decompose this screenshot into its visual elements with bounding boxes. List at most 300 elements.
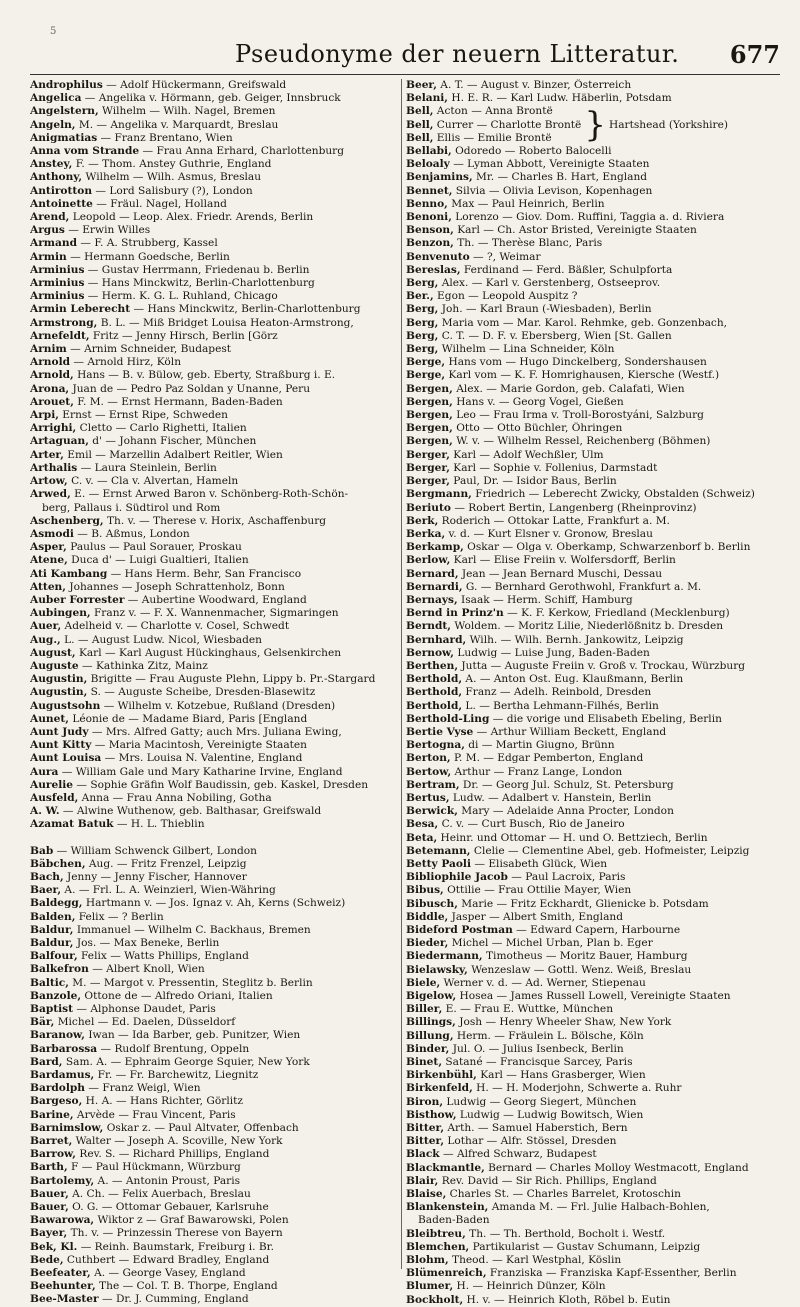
pseudonym: Beloaly <box>406 158 450 171</box>
entry <box>30 198 402 211</box>
real-name: A. — Antonin Proust, Paris <box>94 1174 241 1187</box>
real-name: B. L. — Miß Bridget Louisa Heaton-Armstrong, <box>97 316 354 329</box>
pseudonym: Bertogna, <box>406 739 465 752</box>
entry <box>30 766 402 779</box>
entry <box>406 845 778 858</box>
pseudonym: Balden, <box>30 910 76 923</box>
entry-continuation: Baden-Baden <box>418 1214 490 1227</box>
real-name: C. T. — D. F. v. Ebersberg, Wien [St. Gallen <box>438 329 672 342</box>
entry <box>30 1095 402 1108</box>
pseudonym: Berger, <box>406 461 450 474</box>
entry <box>406 1082 778 1095</box>
pseudonym: Bergen, <box>406 395 453 408</box>
pseudonym: Bek, Kl. <box>30 1240 78 1253</box>
real-name: Michel — Michel Urban, Plan b. Eger <box>448 937 653 950</box>
entry <box>30 1029 402 1042</box>
entry <box>406 224 778 237</box>
pseudonym: Berthold, <box>406 673 463 686</box>
entry <box>406 92 778 105</box>
pseudonym: Berkamp, <box>406 541 464 554</box>
real-name: Bernard — Charles Molloy Westmacott, England <box>484 1161 749 1174</box>
real-name: Arthur — Franz Lange, London <box>451 765 623 778</box>
real-name: di — Martin Giugno, Brünn <box>464 739 615 752</box>
pseudonym: Atene, <box>30 554 68 567</box>
pseudonym: Augustin, <box>30 673 88 686</box>
real-name: Ludwig — Luise Jung, Baden-Baden <box>454 646 650 659</box>
real-name: Currer — Charlotte Brontë <box>433 118 582 131</box>
entry <box>406 79 778 92</box>
entry <box>406 805 778 818</box>
entry <box>30 211 402 224</box>
pseudonym: Blackmantle, <box>406 1161 485 1174</box>
pseudonym: Anigmatias <box>30 131 98 144</box>
real-name: Franz v. — F. X. Wannenmacher, Sigmaringen <box>90 607 339 620</box>
real-name: Max — Paul Heinrich, Berlin <box>447 197 605 210</box>
entry <box>30 1293 402 1306</box>
real-name: — Frau Anna Erhard, Charlottenburg <box>139 145 345 158</box>
entry <box>406 343 778 356</box>
pseudonym: Bergen, <box>406 382 453 395</box>
pseudonym: Berger, <box>406 448 450 461</box>
pseudonym: Bell, <box>406 105 434 118</box>
page-header <box>30 40 780 74</box>
entry <box>30 449 402 462</box>
entry <box>30 818 402 831</box>
pseudonym: Bär, <box>30 1016 55 1029</box>
entry <box>30 950 402 963</box>
pseudonym: Berton, <box>406 752 451 765</box>
real-name: Egon — Leopold Auspitz ? <box>433 290 578 303</box>
real-name: — Hans Minckwitz, Berlin-Charlottenburg <box>84 277 315 290</box>
real-name: Cuthbert — Edward Bradley, England <box>63 1253 270 1266</box>
pseudonym: Bernays, <box>406 593 458 606</box>
pseudonym: Berthold, <box>406 686 463 699</box>
real-name: — Angelika v. Hörmann, geb. Geiger, Innsbruck <box>81 92 341 105</box>
pseudonym: Arter, <box>30 448 64 461</box>
entry <box>30 937 402 950</box>
real-name: Ferdinand — Ferd. Bäßler, Schulpforta <box>460 263 673 276</box>
entry <box>406 1056 778 1069</box>
pseudonym: Ausfeld, <box>30 791 79 804</box>
pseudonym: Bitter, <box>406 1135 445 1148</box>
pseudonym: Arrighi, <box>30 422 77 435</box>
pseudonym: Balfour, <box>30 950 78 963</box>
entry <box>30 277 402 290</box>
entry <box>30 541 402 554</box>
entry <box>30 171 402 184</box>
real-name: Th. — Th. Berthold, Bocholt i. Westf. <box>465 1227 666 1240</box>
real-name: Friedrich — Leberecht Zwicky, Obstalden (Schweiz) <box>471 488 755 501</box>
entry <box>30 119 402 132</box>
real-name: Odoredo — Roberto Balocelli <box>451 145 612 158</box>
entry <box>30 330 402 343</box>
entry <box>406 475 778 488</box>
header-rule <box>30 74 780 75</box>
real-name: C. v. — Cla v. Alvertan, Hameln <box>67 475 239 488</box>
real-name: — Reinh. Baumstark, Freiburg i. Br. <box>77 1240 274 1253</box>
real-name: Iwan — Ida Barber, geb. Punitzer, Wien <box>84 1029 301 1042</box>
real-name: Felix — Watts Phillips, England <box>77 950 249 963</box>
real-name: — Gustav Herrmann, Friedenau b. Berlin <box>84 263 310 276</box>
pseudonym: Blohm, <box>406 1254 449 1267</box>
entry <box>406 1188 778 1201</box>
pseudonym: Baptist <box>30 1003 74 1016</box>
real-name: — Albert Knoll, Wien <box>88 963 205 976</box>
real-name: — Franz Brentano, Wien <box>97 131 233 144</box>
entry <box>406 145 778 158</box>
entry <box>406 541 778 554</box>
real-name: — Alfred Schwarz, Budapest <box>439 1148 597 1161</box>
entry <box>30 145 402 158</box>
entry <box>406 1030 778 1043</box>
entry <box>30 185 402 198</box>
pseudonym: Bauer, <box>30 1201 69 1214</box>
real-name: Josh — Henry Wheeler Shaw, New York <box>455 1016 672 1029</box>
pseudonym: Bergen, <box>406 409 453 422</box>
real-name: — Fräul. Nagel, Holland <box>92 197 227 210</box>
real-name: — Sophie Gräfin Wolf Baudissin, geb. Kaskel, Dresden <box>73 778 369 791</box>
pseudonym: Baldegg, <box>30 897 83 910</box>
entry <box>30 1043 402 1056</box>
real-name: — Elisabeth Glück, Wien <box>471 857 608 870</box>
entry <box>30 581 402 594</box>
real-name: — die vorige und Elisabeth Ebeling, Berlin <box>489 712 722 725</box>
entry <box>406 422 778 435</box>
entry <box>406 237 778 250</box>
pseudonym: Bawarowa, <box>30 1214 95 1227</box>
entry <box>30 1016 402 1029</box>
entry <box>406 607 778 620</box>
entry <box>406 435 778 448</box>
real-name: Heinr. und Ottomar — H. und O. Bettziech, Berlin <box>437 831 708 844</box>
pseudonym: Barrow, <box>30 1148 76 1161</box>
entry <box>30 1069 402 1082</box>
pseudonym: Asper, <box>30 541 67 554</box>
corner-mark: 5 <box>50 26 57 37</box>
pseudonym: Benjamins, <box>406 171 473 184</box>
entry <box>406 383 778 396</box>
entry <box>406 581 778 594</box>
real-name: — Arnim Schneider, Budapest <box>66 343 232 356</box>
real-name: Jutta — Auguste Freiin v. Groß v. Trockau, Würzburg <box>458 659 746 672</box>
entry <box>406 1135 778 1148</box>
real-name: M. — Angelika v. Marquardt, Breslau <box>75 118 279 131</box>
real-name: Fr. — Fr. Barchewitz, Liegnitz <box>94 1069 259 1082</box>
entry <box>406 488 778 501</box>
real-name: Arvède — Frau Vincent, Paris <box>73 1108 236 1121</box>
entry <box>30 620 402 633</box>
real-name: — Rudolf Brentung, Oppeln <box>97 1042 250 1055</box>
entry <box>30 726 402 739</box>
entry <box>30 528 402 541</box>
entry <box>406 779 778 792</box>
entry <box>30 779 402 792</box>
entry <box>406 1241 778 1254</box>
real-name: — William Gale und Mary Katharine Irvine, England <box>58 765 343 778</box>
real-name: — Lyman Abbott, Vereinigte Staaten <box>449 158 650 171</box>
entry <box>30 1175 402 1188</box>
pseudonym: Ber., <box>406 290 434 303</box>
pseudonym: August, <box>30 646 76 659</box>
entry <box>406 105 581 118</box>
real-name: A. — Anton Ost. Eug. Klaußmann, Berlin <box>462 673 684 686</box>
real-name: — William Schwenck Gilbert, London <box>53 844 258 857</box>
pseudonym: Baranow, <box>30 1029 85 1042</box>
pseudonym: Birkenbühl, <box>406 1069 477 1082</box>
entry <box>406 568 778 581</box>
real-name: H. v. — Heinrich Kloth, Röbel b. Eutin <box>463 1293 671 1306</box>
entry <box>30 686 402 699</box>
entry <box>406 396 778 409</box>
real-name: Anna — Frau Anna Nobiling, Gotha <box>78 791 272 804</box>
entry <box>406 409 778 422</box>
entry <box>406 924 778 937</box>
real-name: — Robert Bertin, Langenberg (Rheinprovinz) <box>450 501 697 514</box>
pseudonym: Arminius <box>30 277 85 290</box>
pseudonym: Bernard, <box>406 567 459 580</box>
pseudonym: Bockholt, <box>406 1293 464 1306</box>
real-name: — ?, Weimar <box>469 250 541 263</box>
real-name: Ludwig — Ludwig Bowitsch, Wien <box>456 1108 644 1121</box>
pseudonym: Bleibtreu, <box>406 1227 466 1240</box>
pseudonym: Barbarossa <box>30 1042 98 1055</box>
entry <box>30 660 402 673</box>
entry <box>30 673 402 686</box>
pseudonym: Binet, <box>406 1056 443 1069</box>
pseudonym: Armin Leberecht <box>30 303 131 316</box>
entry <box>406 1267 778 1280</box>
right-column <box>406 79 778 1307</box>
real-name: Cletto — Carlo Righetti, Italien <box>76 422 247 435</box>
entry <box>30 1148 402 1161</box>
real-name: — Arnold Hirz, Köln <box>70 356 182 369</box>
real-name: Timotheus — Moritz Bauer, Hamburg <box>482 950 688 963</box>
real-name: Clelie — Clementine Abel, geb. Hofmeister, Leipzig <box>470 844 750 857</box>
real-name: Wilh. — Wilh. Bernh. Jankowitz, Leipzig <box>466 633 684 646</box>
real-name: Amanda M. — Frl. Julie Halbach-Bohlen, <box>488 1201 710 1214</box>
pseudonym: Androphilus <box>30 79 103 91</box>
entry <box>30 488 402 501</box>
entry <box>30 977 402 990</box>
pseudonym: Baldur, <box>30 937 74 949</box>
real-name: Oskar — Olga v. Oberkamp, Schwarzenborf b. Berlin <box>463 541 751 554</box>
entry <box>30 634 402 647</box>
entry <box>30 963 402 976</box>
real-name: Jul. O. — Julius Isenbeck, Berlin <box>449 1042 624 1055</box>
pseudonym: Beta, <box>406 831 438 844</box>
pseudonym: Berwick, <box>406 805 458 818</box>
entry <box>30 1109 402 1122</box>
pseudonym: Bergen, <box>406 435 453 448</box>
pseudonym: Arpi, <box>30 409 59 422</box>
pseudonym: Armand <box>30 237 77 250</box>
real-name: Arth. — Samuel Haberstich, Bern <box>444 1122 628 1135</box>
pseudonym: Bernd in Prinz'n <box>406 607 504 620</box>
pseudonym: Berka, <box>406 527 446 540</box>
pseudonym: Arminius <box>30 263 85 276</box>
entry <box>406 1228 778 1241</box>
real-name: — Wilhelm v. Kotzebue, Rußland (Dresden) <box>100 699 336 712</box>
entry <box>406 251 778 264</box>
real-name: Karl — Elise Freiin v. Wolfersdorff, Berlin <box>450 554 676 567</box>
entry <box>406 713 778 726</box>
pseudonym: Aurelie <box>30 778 74 791</box>
pseudonym: Bernow, <box>406 646 454 659</box>
pseudonym: Artaguan, <box>30 435 89 448</box>
pseudonym: Arouet, <box>30 395 74 408</box>
entry <box>30 383 402 396</box>
pseudonym: A. W. <box>30 805 60 818</box>
entry <box>30 1056 402 1069</box>
entry <box>30 1227 402 1240</box>
pseudonym: Bardamus, <box>30 1069 95 1082</box>
pseudonym: Anthony, <box>30 171 83 184</box>
real-name: Hans v. — Georg Vogel, Gießen <box>452 395 624 408</box>
real-name: Ottone de — Alfredo Oriani, Italien <box>81 989 273 1002</box>
real-name: Wilhelm — Lina Schneider, Köln <box>438 343 615 356</box>
real-name: Karl — Adolf Wechßler, Ulm <box>449 448 604 461</box>
real-name: — Adolf Hückermann, Greifswald <box>102 79 287 91</box>
real-name: L. — Bertha Lehmann-Filhés, Berlin <box>462 699 659 712</box>
pseudonym: Berg, <box>406 316 439 329</box>
entry <box>30 264 402 277</box>
pseudonym: Artow, <box>30 475 68 488</box>
pseudonym: Arnim <box>30 343 67 356</box>
real-name: Ernst — Ernst Ripe, Schweden <box>58 409 228 422</box>
real-name: — Kathinka Zitz, Mainz <box>78 659 208 672</box>
real-name: Marie — Fritz Eckhardt, Glienicke b. Potsdam <box>457 897 709 910</box>
real-name: — Mrs. Alfred Gatty; auch Mrs. Juliana Ewing, <box>88 725 342 738</box>
pseudonym: Bauer, <box>30 1187 69 1200</box>
real-name: H. — H. Moderjohn, Schwerte a. Ruhr <box>472 1082 682 1095</box>
entry <box>30 924 402 937</box>
real-name: H. E. R. — Karl Ludw. Häberlin, Potsdam <box>448 92 672 105</box>
real-name: Herm. — Fräulein L. Bölsche, Köln <box>453 1029 644 1042</box>
entry <box>30 911 402 924</box>
pseudonym: Berge, <box>406 356 446 369</box>
pseudonym: Argus <box>30 224 65 237</box>
entry <box>406 647 778 660</box>
pseudonym: Bayer, <box>30 1227 68 1240</box>
real-name: Fritz — Jenny Hirsch, Berlin [Görz <box>89 329 278 342</box>
entry <box>406 1043 778 1056</box>
entry <box>30 594 402 607</box>
real-name: Karl — Sophie v. Follenius, Darmstadt <box>449 461 658 474</box>
pseudonym: Biddle, <box>406 910 449 923</box>
pseudonym: Ati Kambang <box>30 567 108 580</box>
entry <box>30 462 402 475</box>
real-name: Duca d' — Luigi Gualtieri, Italien <box>67 554 249 567</box>
bracket-group <box>406 105 778 145</box>
entry <box>30 990 402 1003</box>
pseudonym: Arwed, <box>30 488 71 501</box>
pseudonym: Angeln, <box>30 118 76 131</box>
entry <box>30 871 402 884</box>
pseudonym: Bigelow, <box>406 990 457 1003</box>
entry <box>406 937 778 950</box>
entry <box>30 303 402 316</box>
entry <box>406 964 778 977</box>
real-name: Hosea — James Russell Lowell, Vereinigte Staaten <box>456 990 731 1003</box>
page-number: 677 <box>729 40 780 69</box>
entry <box>30 1161 402 1174</box>
entry <box>406 660 778 673</box>
entry <box>406 330 778 343</box>
entry <box>30 1280 402 1293</box>
pseudonym: Antoinette <box>30 197 93 210</box>
entry <box>30 568 402 581</box>
entry <box>30 369 402 382</box>
entry <box>406 1201 778 1214</box>
pseudonym: Benvenuto <box>406 250 470 263</box>
entry <box>30 92 402 105</box>
brace-mark: } <box>584 105 606 146</box>
pseudonym: Barth, <box>30 1161 68 1174</box>
real-name: Mary — Adelaide Anna Procter, London <box>457 805 674 818</box>
pseudonym: Bideford Postman <box>406 924 513 936</box>
real-name: — Arthur William Beckett, England <box>473 725 667 738</box>
entry <box>30 158 402 171</box>
entry <box>406 277 778 290</box>
pseudonym: Blankenstein, <box>406 1201 489 1214</box>
real-name: Alex. — Marie Gordon, geb. Calafati, Wien <box>452 382 685 395</box>
entry <box>30 515 402 528</box>
pseudonym: Arnold, <box>30 369 74 382</box>
pseudonym: Auguste <box>30 659 79 672</box>
pseudonym: Berndt, <box>406 620 451 633</box>
pseudonym: Bab <box>30 844 54 857</box>
entry <box>406 898 778 911</box>
pseudonym: Binder, <box>406 1042 450 1055</box>
pseudonym: Aschenberg, <box>30 514 104 527</box>
pseudonym: Arona, <box>30 382 70 395</box>
pseudonym: Blair, <box>406 1174 439 1187</box>
pseudonym: Berthold-Ling <box>406 712 490 725</box>
real-name: S. — Auguste Scheibe, Dresden-Blasewitz <box>87 686 316 699</box>
real-name: — K. F. Kerkow, Friedland (Mecklenburg) <box>503 607 730 620</box>
real-name: H. A. — Hans Richter, Görlitz <box>82 1095 243 1108</box>
entry <box>30 845 402 858</box>
real-name: v. d. — Kurt Elsner v. Gronow, Breslau <box>445 527 653 540</box>
pseudonym: Berge, <box>406 369 446 382</box>
pseudonym: Auber Forrester <box>30 593 125 606</box>
left-column <box>30 79 402 1307</box>
real-name: Th. v. — Prinzessin Therese von Bayern <box>67 1227 283 1240</box>
pseudonym: Barnimslow, <box>30 1121 104 1134</box>
pseudonym: Arminius <box>30 290 85 303</box>
pseudonym: Anna vom Strande <box>30 145 140 158</box>
entry <box>406 818 778 831</box>
running-title: Pseudonyme der neuern Litteratur. <box>235 40 680 68</box>
pseudonym: Aunt Louisa <box>30 752 102 765</box>
entry <box>30 290 402 303</box>
entry <box>406 620 778 633</box>
real-name: — Edward Capern, Harbourne <box>512 924 681 936</box>
real-name: F. — Thom. Anstey Guthrie, England <box>72 158 272 171</box>
real-name: Walter — Joseph A. Scoville, New York <box>72 1135 283 1148</box>
real-name: Dr. — Georg Jul. Schulz, St. Petersburg <box>459 778 674 791</box>
pseudonym: Blaise, <box>406 1188 447 1201</box>
entry <box>30 700 402 713</box>
entry <box>30 435 402 448</box>
entry <box>406 1016 778 1029</box>
real-name: — Maria Macintosh, Vereinigte Staaten <box>91 739 308 752</box>
pseudonym: Bardolph <box>30 1082 86 1095</box>
pseudonym: Berg, <box>406 277 439 290</box>
real-name: Hans vom — Hugo Dinckelberg, Sondershausen <box>445 356 707 369</box>
pseudonym: Balkefron <box>30 963 89 976</box>
pseudonym: Aunt Judy <box>30 725 89 738</box>
